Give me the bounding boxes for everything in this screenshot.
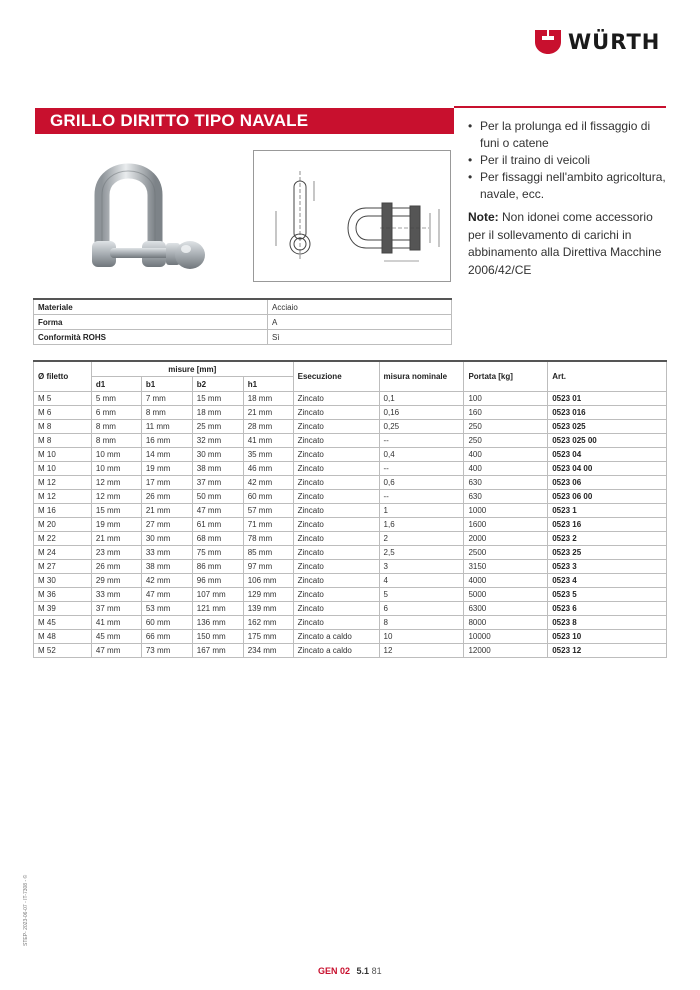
table-cell: M 8: [34, 434, 92, 448]
table-cell: M 20: [34, 518, 92, 532]
table-cell: M 24: [34, 546, 92, 560]
table-cell: 250: [464, 420, 548, 434]
property-row: [34, 315, 452, 330]
table-cell: 6: [379, 602, 464, 616]
property-key: Materiale: [34, 299, 268, 315]
feature-item: • Per il traino di veicoli: [468, 152, 668, 169]
table-cell: 250: [464, 434, 548, 448]
table-cell: M 12: [34, 476, 92, 490]
table-row: [34, 448, 667, 462]
table-cell: 107 mm: [192, 588, 243, 602]
table-cell: 2000: [464, 532, 548, 546]
table-row: [34, 434, 667, 448]
table-cell: 66 mm: [141, 630, 192, 644]
table-cell: 37 mm: [91, 602, 141, 616]
table-cell: 630: [464, 490, 548, 504]
table-cell: Zincato: [293, 490, 379, 504]
table-cell: 8 mm: [91, 434, 141, 448]
table-cell: 30 mm: [192, 448, 243, 462]
table-cell: 23 mm: [91, 546, 141, 560]
table-row: [34, 532, 667, 546]
table-cell: 129 mm: [243, 588, 293, 602]
col-d1: d1: [91, 377, 141, 392]
table-cell: 85 mm: [243, 546, 293, 560]
table-cell: 12 mm: [91, 490, 141, 504]
table-cell: 0,4: [379, 448, 464, 462]
table-row: [34, 476, 667, 490]
table-cell: 73 mm: [141, 644, 192, 658]
table-cell: M 5: [34, 392, 92, 406]
table-cell: 106 mm: [243, 574, 293, 588]
page-footer: [318, 966, 382, 976]
property-row: [34, 299, 452, 315]
table-row: [34, 546, 667, 560]
table-cell: 1: [379, 504, 464, 518]
table-cell: 78 mm: [243, 532, 293, 546]
article-number: 0523 016: [548, 406, 667, 420]
col-art: Art.: [548, 361, 667, 392]
table-cell: M 30: [34, 574, 92, 588]
article-number: 0523 1: [548, 504, 667, 518]
note: [468, 209, 668, 279]
table-cell: 30 mm: [141, 532, 192, 546]
table-cell: 21 mm: [141, 504, 192, 518]
side-code: STEP- 2023-06-07 - IT-7308 - ©: [23, 874, 29, 946]
table-cell: 15 mm: [91, 504, 141, 518]
table-row: [34, 504, 667, 518]
table-cell: 175 mm: [243, 630, 293, 644]
table-cell: 60 mm: [243, 490, 293, 504]
table-cell: 19 mm: [91, 518, 141, 532]
table-cell: 11 mm: [141, 420, 192, 434]
table-cell: 2500: [464, 546, 548, 560]
table-cell: 12 mm: [91, 476, 141, 490]
table-cell: 19 mm: [141, 462, 192, 476]
table-body: [34, 392, 667, 658]
table-cell: 1,6: [379, 518, 464, 532]
table-cell: M 48: [34, 630, 92, 644]
table-cell: M 39: [34, 602, 92, 616]
table-cell: M 22: [34, 532, 92, 546]
table-cell: 21 mm: [243, 406, 293, 420]
table-cell: 46 mm: [243, 462, 293, 476]
table-cell: M 10: [34, 462, 92, 476]
brand-name: WÜRTH: [568, 30, 661, 54]
article-number: 0523 025: [548, 420, 667, 434]
article-number: 0523 8: [548, 616, 667, 630]
table-row: [34, 574, 667, 588]
table-row: [34, 420, 667, 434]
table-cell: 8 mm: [91, 420, 141, 434]
table-cell: 10 mm: [91, 448, 141, 462]
col-misure: misure [mm]: [91, 361, 293, 377]
table-cell: 61 mm: [192, 518, 243, 532]
table-cell: --: [379, 462, 464, 476]
table-cell: 41 mm: [243, 434, 293, 448]
table-cell: 4: [379, 574, 464, 588]
wurth-logo: [533, 28, 660, 56]
shackle-photo: [80, 145, 215, 285]
feature-list: [468, 118, 668, 203]
table-cell: 42 mm: [141, 574, 192, 588]
article-number: 0523 25: [548, 546, 667, 560]
table-cell: 1000: [464, 504, 548, 518]
table-cell: 400: [464, 448, 548, 462]
table-cell: 28 mm: [243, 420, 293, 434]
table-cell: 8 mm: [141, 406, 192, 420]
table-cell: 100: [464, 392, 548, 406]
table-cell: Zincato a caldo: [293, 630, 379, 644]
table-row: [34, 462, 667, 476]
table-cell: --: [379, 490, 464, 504]
feature-item: • Per la prolunga ed il fissaggio di funi o catene: [468, 118, 668, 152]
table-cell: Zincato: [293, 420, 379, 434]
table-cell: 47 mm: [91, 644, 141, 658]
table-header-row: [34, 361, 667, 377]
table-cell: 97 mm: [243, 560, 293, 574]
table-row: [34, 602, 667, 616]
table-cell: 42 mm: [243, 476, 293, 490]
table-cell: 68 mm: [192, 532, 243, 546]
property-value: Acciaio: [268, 299, 452, 315]
table-cell: Zincato: [293, 392, 379, 406]
table-cell: 21 mm: [91, 532, 141, 546]
table-cell: --: [379, 434, 464, 448]
property-key: Forma: [34, 315, 268, 330]
table-cell: 47 mm: [192, 504, 243, 518]
table-cell: 41 mm: [91, 616, 141, 630]
table-cell: 18 mm: [192, 406, 243, 420]
table-cell: M 10: [34, 448, 92, 462]
table-cell: M 6: [34, 406, 92, 420]
table-cell: 45 mm: [91, 630, 141, 644]
table-cell: 162 mm: [243, 616, 293, 630]
table-cell: 15 mm: [192, 392, 243, 406]
table-cell: Zincato: [293, 602, 379, 616]
table-cell: 10 mm: [91, 462, 141, 476]
table-cell: 71 mm: [243, 518, 293, 532]
table-cell: M 8: [34, 420, 92, 434]
table-cell: 75 mm: [192, 546, 243, 560]
table-cell: 53 mm: [141, 602, 192, 616]
table-cell: 17 mm: [141, 476, 192, 490]
table-row: [34, 518, 667, 532]
col-filetto: Ø filetto: [34, 361, 92, 392]
table-row: [34, 630, 667, 644]
article-number: 0523 06 00: [548, 490, 667, 504]
table-cell: 60 mm: [141, 616, 192, 630]
wurth-logo-mark-icon: [533, 28, 563, 56]
table-cell: 57 mm: [243, 504, 293, 518]
table-cell: 150 mm: [192, 630, 243, 644]
col-b1: b1: [141, 377, 192, 392]
table-cell: 6 mm: [91, 406, 141, 420]
table-cell: 0,16: [379, 406, 464, 420]
table-cell: 167 mm: [192, 644, 243, 658]
table-cell: 5 mm: [91, 392, 141, 406]
article-number: 0523 4: [548, 574, 667, 588]
table-cell: 16 mm: [141, 434, 192, 448]
article-number: 0523 12: [548, 644, 667, 658]
col-misura-nominale: misura nominale: [379, 361, 464, 392]
page-title: GRILLO DIRITTO TIPO NAVALE: [50, 111, 309, 130]
table-cell: 234 mm: [243, 644, 293, 658]
table-cell: 50 mm: [192, 490, 243, 504]
article-number: 0523 16: [548, 518, 667, 532]
article-number: 0523 04: [548, 448, 667, 462]
table-cell: 400: [464, 462, 548, 476]
table-cell: Zincato: [293, 504, 379, 518]
table-cell: 26 mm: [91, 560, 141, 574]
table-cell: 38 mm: [141, 560, 192, 574]
table-cell: 12000: [464, 644, 548, 658]
table-cell: 4000: [464, 574, 548, 588]
table-cell: Zincato: [293, 574, 379, 588]
table-cell: Zincato: [293, 532, 379, 546]
property-key: Conformità ROHS: [34, 330, 268, 345]
article-number: 0523 2: [548, 532, 667, 546]
property-value: Sì: [268, 330, 452, 345]
table-cell: 29 mm: [91, 574, 141, 588]
catalog-code: GEN 02: [318, 966, 351, 976]
table-cell: 33 mm: [91, 588, 141, 602]
article-number: 0523 6: [548, 602, 667, 616]
table-cell: Zincato: [293, 616, 379, 630]
col-esecuzione: Esecuzione: [293, 361, 379, 392]
table-cell: Zincato: [293, 462, 379, 476]
table-cell: 5000: [464, 588, 548, 602]
table-cell: 0,25: [379, 420, 464, 434]
table-cell: Zincato: [293, 406, 379, 420]
table-cell: Zincato: [293, 560, 379, 574]
article-number: 0523 025 00: [548, 434, 667, 448]
table-cell: 160: [464, 406, 548, 420]
table-cell: 27 mm: [141, 518, 192, 532]
table-cell: Zincato: [293, 518, 379, 532]
table-row: [34, 490, 667, 504]
table-row: [34, 392, 667, 406]
table-cell: 0,1: [379, 392, 464, 406]
table-cell: 136 mm: [192, 616, 243, 630]
property-row: [34, 330, 452, 345]
table-cell: 2,5: [379, 546, 464, 560]
side-code-wrap: [20, 857, 32, 947]
table-cell: 14 mm: [141, 448, 192, 462]
feature-item: • Per fissaggi nell'ambito agricoltura, navale, ecc.: [468, 169, 668, 203]
table-cell: M 16: [34, 504, 92, 518]
col-b2: b2: [192, 377, 243, 392]
table-row: [34, 588, 667, 602]
note-label: Note:: [468, 210, 499, 224]
table-row: [34, 616, 667, 630]
table-cell: 37 mm: [192, 476, 243, 490]
table-cell: 33 mm: [141, 546, 192, 560]
table-cell: Zincato: [293, 448, 379, 462]
article-number: 0523 10: [548, 630, 667, 644]
table-cell: 38 mm: [192, 462, 243, 476]
table-cell: 12: [379, 644, 464, 658]
table-cell: 121 mm: [192, 602, 243, 616]
properties-table: [33, 298, 452, 345]
table-cell: 7 mm: [141, 392, 192, 406]
table-cell: 8: [379, 616, 464, 630]
col-portata: Portata [kg]: [464, 361, 548, 392]
table-cell: 26 mm: [141, 490, 192, 504]
article-number: 0523 5: [548, 588, 667, 602]
table-row: [34, 406, 667, 420]
page-number: 81: [371, 966, 382, 976]
table-cell: M 52: [34, 644, 92, 658]
specs-table: [33, 360, 667, 658]
table-cell: 630: [464, 476, 548, 490]
table-row: [34, 644, 667, 658]
article-number: 0523 3: [548, 560, 667, 574]
table-cell: 47 mm: [141, 588, 192, 602]
table-cell: 6300: [464, 602, 548, 616]
section-number: 5.1: [356, 966, 370, 976]
table-cell: 10000: [464, 630, 548, 644]
table-cell: 0,6: [379, 476, 464, 490]
table-cell: Zincato: [293, 476, 379, 490]
title-rule: [454, 106, 666, 108]
table-cell: Zincato: [293, 434, 379, 448]
col-h1: h1: [243, 377, 293, 392]
table-row: [34, 560, 667, 574]
table-cell: 5: [379, 588, 464, 602]
technical-drawing: [253, 150, 451, 282]
table-cell: M 12: [34, 490, 92, 504]
article-number: 0523 04 00: [548, 462, 667, 476]
table-cell: 3: [379, 560, 464, 574]
table-cell: 25 mm: [192, 420, 243, 434]
table-cell: 2: [379, 532, 464, 546]
table-cell: M 45: [34, 616, 92, 630]
note-text: Non idonei come accessorio per il sollevamento di carichi in abbinamento alla Direttiva Macchine 2006/42/CE: [468, 210, 662, 277]
table-cell: Zincato: [293, 546, 379, 560]
table-cell: 139 mm: [243, 602, 293, 616]
table-cell: 35 mm: [243, 448, 293, 462]
table-cell: M 27: [34, 560, 92, 574]
table-cell: 18 mm: [243, 392, 293, 406]
table-cell: 8000: [464, 616, 548, 630]
article-number: 0523 01: [548, 392, 667, 406]
table-cell: M 36: [34, 588, 92, 602]
title-bar: [35, 108, 454, 134]
table-cell: 10: [379, 630, 464, 644]
table-cell: 1600: [464, 518, 548, 532]
table-cell: 32 mm: [192, 434, 243, 448]
article-number: 0523 06: [548, 476, 667, 490]
table-cell: Zincato: [293, 588, 379, 602]
table-cell: 3150: [464, 560, 548, 574]
table-cell: 86 mm: [192, 560, 243, 574]
table-cell: Zincato a caldo: [293, 644, 379, 658]
table-cell: 96 mm: [192, 574, 243, 588]
property-value: A: [268, 315, 452, 330]
